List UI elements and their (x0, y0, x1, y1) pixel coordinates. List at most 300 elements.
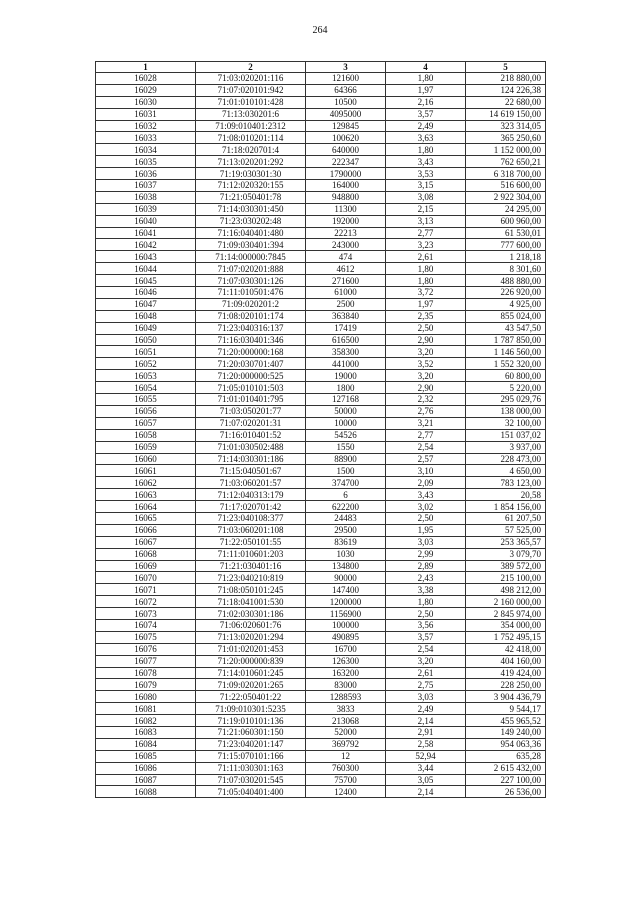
area-cell: 64366 (306, 84, 386, 96)
specific-value-cell: 2,14 (386, 786, 466, 798)
row-number-cell: 16068 (96, 548, 196, 560)
cadastral-value-cell: 1 787 850,00 (466, 334, 546, 346)
area-cell: 192000 (306, 215, 386, 227)
cadastral-number-cell: 71:12:040313:179 (196, 489, 306, 501)
row-number-cell: 16085 (96, 750, 196, 762)
area-cell: 1500 (306, 465, 386, 477)
cadastral-value-cell: 2 615 432,00 (466, 762, 546, 774)
area-cell: 243000 (306, 239, 386, 251)
row-number-cell: 16031 (96, 108, 196, 120)
cadastral-number-cell: 71:07:020101:942 (196, 84, 306, 96)
area-cell: 1156900 (306, 608, 386, 620)
specific-value-cell: 1,80 (386, 73, 466, 85)
table-row (96, 655, 546, 667)
table-row (96, 501, 546, 513)
row-number-cell: 16046 (96, 287, 196, 299)
specific-value-cell: 2,77 (386, 429, 466, 441)
row-number-cell: 16078 (96, 667, 196, 679)
row-number-cell: 16080 (96, 691, 196, 703)
cadastral-value-cell: 32 100,00 (466, 417, 546, 429)
table-row (96, 489, 546, 501)
row-number-cell: 16029 (96, 84, 196, 96)
area-cell: 1200000 (306, 596, 386, 608)
column-header-4: 4 (386, 62, 466, 73)
cadastral-value-cell: 354 000,00 (466, 619, 546, 631)
row-number-cell: 16032 (96, 120, 196, 132)
table-row (96, 441, 546, 453)
row-number-cell: 16038 (96, 191, 196, 203)
area-cell: 369792 (306, 738, 386, 750)
area-cell: 11300 (306, 203, 386, 215)
row-number-cell: 16062 (96, 477, 196, 489)
table-row (96, 215, 546, 227)
cadastral-number-cell: 71:13:030201:6 (196, 108, 306, 120)
cadastral-value-cell: 218 880,00 (466, 73, 546, 85)
cadastral-number-cell: 71:16:030401:346 (196, 334, 306, 346)
table-row (96, 536, 546, 548)
row-number-cell: 16048 (96, 310, 196, 322)
column-header-1: 1 (96, 62, 196, 73)
cadastral-number-cell: 71:13:020201:292 (196, 156, 306, 168)
row-number-cell: 16070 (96, 572, 196, 584)
row-number-cell: 16064 (96, 501, 196, 513)
cadastral-value-cell: 3 937,00 (466, 441, 546, 453)
row-number-cell: 16079 (96, 679, 196, 691)
table-row (96, 275, 546, 287)
cadastral-value-cell: 295 029,76 (466, 394, 546, 406)
specific-value-cell: 2,99 (386, 548, 466, 560)
cadastral-number-cell: 71:18:020701:4 (196, 144, 306, 156)
cadastral-value-cell: 124 226,38 (466, 84, 546, 96)
specific-value-cell: 3,43 (386, 489, 466, 501)
table-row (96, 96, 546, 108)
specific-value-cell: 3,05 (386, 774, 466, 786)
area-cell: 3833 (306, 703, 386, 715)
table-row (96, 584, 546, 596)
area-cell: 622200 (306, 501, 386, 513)
row-number-cell: 16087 (96, 774, 196, 786)
specific-value-cell: 2,89 (386, 560, 466, 572)
table-row (96, 715, 546, 727)
column-header-5: 5 (466, 62, 546, 73)
area-cell: 10000 (306, 417, 386, 429)
cadastral-value-cell: 9 544,17 (466, 703, 546, 715)
cadastral-value-cell: 4 650,00 (466, 465, 546, 477)
row-number-cell: 16050 (96, 334, 196, 346)
row-number-cell: 16037 (96, 180, 196, 192)
row-number-cell: 16040 (96, 215, 196, 227)
cadastral-value-cell: 1 854 156,00 (466, 501, 546, 513)
area-cell: 441000 (306, 358, 386, 370)
table-row (96, 667, 546, 679)
cadastral-value-cell: 488 880,00 (466, 275, 546, 287)
cadastral-value-cell: 635,28 (466, 750, 546, 762)
area-cell: 948800 (306, 191, 386, 203)
area-cell: 83000 (306, 679, 386, 691)
specific-value-cell: 3,57 (386, 108, 466, 120)
cadastral-value-cell: 151 037,02 (466, 429, 546, 441)
cadastral-number-cell: 71:07:030201:545 (196, 774, 306, 786)
area-cell: 1288593 (306, 691, 386, 703)
specific-value-cell: 1,95 (386, 524, 466, 536)
table-row (96, 512, 546, 524)
cadastral-number-cell: 71:18:041001:530 (196, 596, 306, 608)
table-row (96, 132, 546, 144)
table-row (96, 120, 546, 132)
cadastral-value-cell: 228 250,00 (466, 679, 546, 691)
area-cell: 1550 (306, 441, 386, 453)
cadastral-value-cell: 228 473,00 (466, 453, 546, 465)
area-cell: 29500 (306, 524, 386, 536)
area-cell: 163200 (306, 667, 386, 679)
cadastral-value-cell: 455 965,52 (466, 715, 546, 727)
cadastral-value-cell: 43 547,50 (466, 322, 546, 334)
cadastral-value-cell: 516 600,00 (466, 180, 546, 192)
area-cell: 127168 (306, 394, 386, 406)
row-number-cell: 16084 (96, 738, 196, 750)
specific-value-cell: 2,43 (386, 572, 466, 584)
cadastral-value-cell: 1 218,18 (466, 251, 546, 263)
area-cell: 52000 (306, 726, 386, 738)
cadastral-value-cell: 4 925,00 (466, 298, 546, 310)
cadastral-value-cell: 20,58 (466, 489, 546, 501)
row-number-cell: 16052 (96, 358, 196, 370)
table-row (96, 322, 546, 334)
row-number-cell: 16073 (96, 608, 196, 620)
row-number-cell: 16059 (96, 441, 196, 453)
table-row (96, 572, 546, 584)
table-row (96, 774, 546, 786)
area-cell: 75700 (306, 774, 386, 786)
table-row (96, 631, 546, 643)
cadastral-value-cell: 5 220,00 (466, 382, 546, 394)
cadastral-value-cell: 138 000,00 (466, 405, 546, 417)
cadastral-number-cell: 71:11:010501:476 (196, 287, 306, 299)
cadastral-value-cell: 24 295,00 (466, 203, 546, 215)
cadastral-number-cell: 71:07:020201:888 (196, 263, 306, 275)
table-row (96, 251, 546, 263)
area-cell: 17419 (306, 322, 386, 334)
specific-value-cell: 2,54 (386, 643, 466, 655)
area-cell: 22213 (306, 227, 386, 239)
row-number-cell: 16060 (96, 453, 196, 465)
cadastral-number-cell: 71:20:000000:168 (196, 346, 306, 358)
area-cell: 121600 (306, 73, 386, 85)
specific-value-cell: 2,14 (386, 715, 466, 727)
cadastral-number-cell: 71:07:030301:126 (196, 275, 306, 287)
header-row (96, 62, 546, 73)
cadastral-number-cell: 71:09:010401:2312 (196, 120, 306, 132)
table-row (96, 477, 546, 489)
cadastral-value-cell: 1 752 495,15 (466, 631, 546, 643)
table-row (96, 263, 546, 275)
table-header (96, 62, 546, 73)
table-row (96, 726, 546, 738)
area-cell: 54526 (306, 429, 386, 441)
row-number-cell: 16049 (96, 322, 196, 334)
cadastral-number-cell: 71:23:040201:147 (196, 738, 306, 750)
cadastral-value-cell: 498 212,00 (466, 584, 546, 596)
specific-value-cell: 3,63 (386, 132, 466, 144)
table-row (96, 298, 546, 310)
cadastral-value-cell: 3 079,70 (466, 548, 546, 560)
specific-value-cell: 3,08 (386, 191, 466, 203)
cadastral-number-cell: 71:03:060201:57 (196, 477, 306, 489)
cadastral-number-cell: 71:02:030301:186 (196, 608, 306, 620)
cadastral-number-cell: 71:15:040501:67 (196, 465, 306, 477)
cadastral-value-cell: 2 160 000,00 (466, 596, 546, 608)
row-number-cell: 16053 (96, 370, 196, 382)
cadastral-value-cell: 26 536,00 (466, 786, 546, 798)
table-row (96, 191, 546, 203)
row-number-cell: 16072 (96, 596, 196, 608)
area-cell: 16700 (306, 643, 386, 655)
table-row (96, 453, 546, 465)
specific-value-cell: 3,38 (386, 584, 466, 596)
specific-value-cell: 3,21 (386, 417, 466, 429)
area-cell: 134800 (306, 560, 386, 572)
specific-value-cell: 1,97 (386, 298, 466, 310)
cadastral-number-cell: 71:08:020101:174 (196, 310, 306, 322)
cadastral-number-cell: 71:14:030301:186 (196, 453, 306, 465)
row-number-cell: 16055 (96, 394, 196, 406)
table-row (96, 619, 546, 631)
table-row (96, 608, 546, 620)
column-header-3: 3 (306, 62, 386, 73)
area-cell: 271600 (306, 275, 386, 287)
cadastral-number-cell: 71:14:000000:7845 (196, 251, 306, 263)
cadastral-value-cell: 57 525,00 (466, 524, 546, 536)
specific-value-cell: 3,20 (386, 370, 466, 382)
specific-value-cell: 3,57 (386, 631, 466, 643)
specific-value-cell: 2,09 (386, 477, 466, 489)
cadastral-number-cell: 71:03:050201:77 (196, 405, 306, 417)
area-cell: 12400 (306, 786, 386, 798)
specific-value-cell: 3,20 (386, 346, 466, 358)
cadastral-value-cell: 3 904 436,79 (466, 691, 546, 703)
specific-value-cell: 3,56 (386, 619, 466, 631)
table-row (96, 310, 546, 322)
specific-value-cell: 2,76 (386, 405, 466, 417)
table-row (96, 156, 546, 168)
area-cell: 760300 (306, 762, 386, 774)
specific-value-cell: 1,97 (386, 84, 466, 96)
specific-value-cell: 3,43 (386, 156, 466, 168)
area-cell: 147400 (306, 584, 386, 596)
table-row (96, 334, 546, 346)
row-number-cell: 16051 (96, 346, 196, 358)
table-row (96, 394, 546, 406)
specific-value-cell: 2,90 (386, 382, 466, 394)
table-row (96, 287, 546, 299)
specific-value-cell: 2,35 (386, 310, 466, 322)
row-number-cell: 16028 (96, 73, 196, 85)
cadastral-value-cell: 42 418,00 (466, 643, 546, 655)
specific-value-cell: 2,16 (386, 96, 466, 108)
row-number-cell: 16035 (96, 156, 196, 168)
specific-value-cell: 2,50 (386, 512, 466, 524)
specific-value-cell: 1,80 (386, 263, 466, 275)
cadastral-number-cell: 71:23:030202:48 (196, 215, 306, 227)
cadastral-value-cell: 1 152 000,00 (466, 144, 546, 156)
cadastral-value-cell: 6 318 700,00 (466, 168, 546, 180)
specific-value-cell: 3,02 (386, 501, 466, 513)
specific-value-cell: 3,03 (386, 536, 466, 548)
area-cell: 6 (306, 489, 386, 501)
area-cell: 88900 (306, 453, 386, 465)
row-number-cell: 16054 (96, 382, 196, 394)
table-row (96, 786, 546, 798)
row-number-cell: 16034 (96, 144, 196, 156)
area-cell: 19000 (306, 370, 386, 382)
table-row (96, 382, 546, 394)
cadastral-value-cell: 61 530,01 (466, 227, 546, 239)
area-cell: 474 (306, 251, 386, 263)
table-row (96, 429, 546, 441)
row-number-cell: 16067 (96, 536, 196, 548)
cadastral-value-cell: 389 572,00 (466, 560, 546, 572)
row-number-cell: 16082 (96, 715, 196, 727)
cadastral-number-cell: 71:06:020601:76 (196, 619, 306, 631)
specific-value-cell: 1,80 (386, 596, 466, 608)
area-cell: 640000 (306, 144, 386, 156)
area-cell: 61000 (306, 287, 386, 299)
cadastral-number-cell: 71:21:030401:16 (196, 560, 306, 572)
table-row (96, 346, 546, 358)
table-row (96, 405, 546, 417)
row-number-cell: 16033 (96, 132, 196, 144)
specific-value-cell: 3,13 (386, 215, 466, 227)
area-cell: 222347 (306, 156, 386, 168)
area-cell: 1800 (306, 382, 386, 394)
table-row (96, 524, 546, 536)
cadastral-value-cell: 1 146 560,00 (466, 346, 546, 358)
table-row (96, 548, 546, 560)
cadastral-number-cell: 71:22:050401:22 (196, 691, 306, 703)
area-cell: 374700 (306, 477, 386, 489)
table-row (96, 762, 546, 774)
column-header-2: 2 (196, 62, 306, 73)
table-row (96, 465, 546, 477)
table-row (96, 168, 546, 180)
row-number-cell: 16058 (96, 429, 196, 441)
cadastral-number-cell: 71:11:030301:163 (196, 762, 306, 774)
cadastral-value-cell: 226 920,00 (466, 287, 546, 299)
cadastral-value-table (95, 61, 546, 798)
row-number-cell: 16041 (96, 227, 196, 239)
row-number-cell: 16042 (96, 239, 196, 251)
cadastral-number-cell: 71:20:000000:839 (196, 655, 306, 667)
cadastral-number-cell: 71:16:040401:480 (196, 227, 306, 239)
cadastral-number-cell: 71:19:030301:30 (196, 168, 306, 180)
cadastral-value-cell: 2 845 974,00 (466, 608, 546, 620)
cadastral-value-cell: 954 063,36 (466, 738, 546, 750)
cadastral-value-cell: 149 240,00 (466, 726, 546, 738)
cadastral-number-cell: 71:09:020201:265 (196, 679, 306, 691)
cadastral-number-cell: 71:01:030502:488 (196, 441, 306, 453)
area-cell: 83619 (306, 536, 386, 548)
area-cell: 126300 (306, 655, 386, 667)
cadastral-number-cell: 71:01:010401:795 (196, 394, 306, 406)
area-cell: 616500 (306, 334, 386, 346)
table-row (96, 239, 546, 251)
cadastral-value-cell: 14 619 150,00 (466, 108, 546, 120)
table-row (96, 227, 546, 239)
cadastral-value-cell: 2 922 304,00 (466, 191, 546, 203)
specific-value-cell: 2,57 (386, 453, 466, 465)
table-row (96, 108, 546, 120)
cadastral-number-cell: 71:15:070101:166 (196, 750, 306, 762)
area-cell: 358300 (306, 346, 386, 358)
cadastral-number-cell: 71:11:010601:203 (196, 548, 306, 560)
row-number-cell: 16057 (96, 417, 196, 429)
row-number-cell: 16036 (96, 168, 196, 180)
cadastral-value-cell: 783 123,00 (466, 477, 546, 489)
area-cell: 100000 (306, 619, 386, 631)
table-row (96, 643, 546, 655)
specific-value-cell: 2,32 (386, 394, 466, 406)
specific-value-cell: 52,94 (386, 750, 466, 762)
cadastral-number-cell: 71:14:030301:450 (196, 203, 306, 215)
area-cell: 4612 (306, 263, 386, 275)
cadastral-number-cell: 71:08:010201:114 (196, 132, 306, 144)
cadastral-number-cell: 71:16:010401:52 (196, 429, 306, 441)
specific-value-cell: 2,50 (386, 608, 466, 620)
specific-value-cell: 2,49 (386, 703, 466, 715)
specific-value-cell: 2,91 (386, 726, 466, 738)
specific-value-cell: 2,61 (386, 667, 466, 679)
specific-value-cell: 1,80 (386, 275, 466, 287)
specific-value-cell: 2,90 (386, 334, 466, 346)
cadastral-value-cell: 8 301,60 (466, 263, 546, 275)
area-cell: 50000 (306, 405, 386, 417)
specific-value-cell: 2,50 (386, 322, 466, 334)
table-body (96, 73, 546, 798)
row-number-cell: 16066 (96, 524, 196, 536)
specific-value-cell: 3,20 (386, 655, 466, 667)
cadastral-number-cell: 71:01:020201:453 (196, 643, 306, 655)
cadastral-number-cell: 71:05:010101:503 (196, 382, 306, 394)
specific-value-cell: 3,03 (386, 691, 466, 703)
specific-value-cell: 3,72 (386, 287, 466, 299)
cadastral-value-cell: 855 024,00 (466, 310, 546, 322)
table-row (96, 84, 546, 96)
table-row (96, 703, 546, 715)
cadastral-value-cell: 215 100,00 (466, 572, 546, 584)
specific-value-cell: 1,80 (386, 144, 466, 156)
cadastral-value-cell: 365 250,60 (466, 132, 546, 144)
row-number-cell: 16047 (96, 298, 196, 310)
table-row (96, 180, 546, 192)
table-row (96, 738, 546, 750)
cadastral-number-cell: 71:09:020201:2 (196, 298, 306, 310)
row-number-cell: 16071 (96, 584, 196, 596)
cadastral-value-cell: 323 314,05 (466, 120, 546, 132)
specific-value-cell: 2,15 (386, 203, 466, 215)
area-cell: 213068 (306, 715, 386, 727)
specific-value-cell: 3,10 (386, 465, 466, 477)
cadastral-number-cell: 71:03:060201:108 (196, 524, 306, 536)
table-row (96, 417, 546, 429)
table-row (96, 73, 546, 85)
cadastral-number-cell: 71:08:050101:245 (196, 584, 306, 596)
specific-value-cell: 2,58 (386, 738, 466, 750)
cadastral-value-cell: 777 600,00 (466, 239, 546, 251)
row-number-cell: 16043 (96, 251, 196, 263)
specific-value-cell: 3,23 (386, 239, 466, 251)
cadastral-number-cell: 71:13:020201:294 (196, 631, 306, 643)
area-cell: 1790000 (306, 168, 386, 180)
